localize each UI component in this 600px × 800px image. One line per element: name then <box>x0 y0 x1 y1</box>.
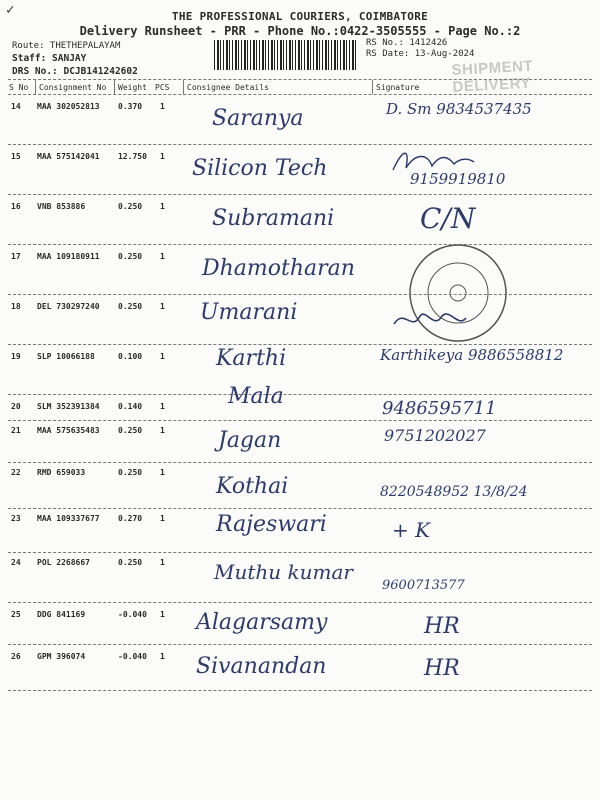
row-sno: 15 <box>11 152 21 161</box>
row-consignee: Umarani <box>200 300 298 325</box>
row-signature: 9486595711 <box>382 398 497 419</box>
table-row <box>0 296 600 346</box>
row-rule <box>8 344 592 345</box>
row-pcs: 1 <box>160 558 165 567</box>
row-consignee: Mala <box>228 384 284 409</box>
row-consignee: Silicon Tech <box>192 156 328 181</box>
row-pcs: 1 <box>160 102 165 111</box>
row-weight: 0.250 <box>118 302 143 311</box>
row-sno: 14 <box>11 102 21 111</box>
row-rule <box>8 394 592 395</box>
row-weight: 12.750 <box>118 152 147 161</box>
rs-date: RS Date: 13-Aug-2024 <box>366 49 475 59</box>
row-consignment: MAA 575635483 <box>37 426 100 435</box>
row-weight: -0.040 <box>118 610 147 619</box>
row-signature: 9600713577 <box>382 578 465 593</box>
row-consignment: RMD 659033 <box>37 468 86 477</box>
table-row <box>0 246 600 296</box>
row-consignment: MAA 302052813 <box>37 102 100 111</box>
row-weight: 0.250 <box>118 202 143 211</box>
column-divider <box>114 80 115 94</box>
row-pcs: 1 <box>160 202 165 211</box>
column-header-sno: S No <box>9 83 29 92</box>
row-sno: 25 <box>11 610 21 619</box>
column-divider <box>183 80 184 94</box>
row-consignment: SLM 352391384 <box>37 402 100 411</box>
handwritten-tick-mark: ✓ <box>6 2 15 18</box>
row-signature: HR <box>424 614 460 639</box>
column-header-consignment: Consignment No <box>39 83 107 92</box>
table-row <box>0 96 600 146</box>
row-consignment: DEL 730297240 <box>37 302 100 311</box>
row-weight: 0.250 <box>118 558 143 567</box>
row-signature: Karthikeya 9886558812 <box>380 346 564 364</box>
row-pcs: 1 <box>160 426 165 435</box>
row-sno: 20 <box>11 402 21 411</box>
row-pcs: 1 <box>160 610 165 619</box>
row-weight: 0.100 <box>118 352 143 361</box>
column-divider <box>35 80 36 94</box>
route-label: Route: THETHEPALAYAM <box>12 41 121 51</box>
row-rule <box>8 690 592 691</box>
row-consignee: Muthu kumar <box>214 560 353 584</box>
column-divider <box>372 80 373 94</box>
row-signature: HR <box>424 656 460 681</box>
staff-label: Staff: SANJAY <box>12 53 87 64</box>
row-consignee: Dhamotharan <box>202 256 355 281</box>
row-signature: D. Sm 9834537435 <box>386 100 532 118</box>
row-consignment: MAA 109180911 <box>37 252 100 261</box>
row-consignment: MAA 575142041 <box>37 152 100 161</box>
row-weight: 0.250 <box>118 252 143 261</box>
row-signature: 9159919810 <box>410 170 506 188</box>
signature-scribble <box>390 304 470 336</box>
row-weight: -0.040 <box>118 652 147 661</box>
row-consignment: SLP 10066188 <box>37 352 95 361</box>
row-pcs: 1 <box>160 468 165 477</box>
table-row <box>0 146 600 196</box>
row-signature: 9751202027 <box>384 426 486 445</box>
drs-number: DRS No.: DCJB141242602 <box>12 66 138 77</box>
row-pcs: 1 <box>160 302 165 311</box>
row-sno: 24 <box>11 558 21 567</box>
row-consignee: Alagarsamy <box>196 610 328 635</box>
row-rule <box>8 602 592 603</box>
column-header-pcs: PCS <box>155 83 170 92</box>
row-rule <box>8 144 592 145</box>
row-sno: 23 <box>11 514 21 523</box>
row-pcs: 1 <box>160 152 165 161</box>
row-consignment: GPM 396074 <box>37 652 86 661</box>
row-pcs: 1 <box>160 402 165 411</box>
rs-number: RS No.: 1412426 <box>366 38 448 48</box>
table-row <box>0 346 600 396</box>
row-consignee: Saranya <box>212 106 304 131</box>
table-row <box>0 462 600 512</box>
runsheet-barcode <box>214 40 358 70</box>
company-title: THE PROFESSIONAL COURIERS, COIMBATORE <box>171 10 429 23</box>
signature-scribble <box>388 146 478 176</box>
row-consignment: VNB 853886 <box>37 202 86 211</box>
row-rule <box>8 194 592 195</box>
row-rule <box>8 294 592 295</box>
row-consignee: Subramani <box>212 206 335 231</box>
row-weight: 0.270 <box>118 514 143 523</box>
row-rule <box>8 644 592 645</box>
row-consignee: Jagan <box>218 428 282 453</box>
row-sno: 16 <box>11 202 21 211</box>
row-pcs: 1 <box>160 514 165 523</box>
column-header-consignee: Consignee Details <box>187 83 269 92</box>
row-signature: 8220548952 13/8/24 <box>380 484 528 500</box>
row-consignment: DDG 841169 <box>37 610 86 619</box>
row-pcs: 1 <box>160 252 165 261</box>
row-consignee: Rajeswari <box>216 512 327 537</box>
table-header-rule <box>8 94 592 95</box>
row-weight: 0.140 <box>118 402 143 411</box>
column-header-weight: Weight <box>118 83 147 92</box>
runsheet-subtitle: Delivery Runsheet - PRR - Phone No.:0422-3505555 - Page No.:2 <box>79 24 521 38</box>
row-sno: 22 <box>11 468 21 477</box>
row-consignee: Karthi <box>216 346 287 371</box>
row-sno: 21 <box>11 426 21 435</box>
row-signature: + K <box>392 518 431 542</box>
table-row <box>0 646 600 696</box>
row-sno: 19 <box>11 352 21 361</box>
delivery-stamp-faded: SHIPMENT DELIVERY <box>451 57 534 96</box>
table-row <box>0 552 600 602</box>
row-sno: 18 <box>11 302 21 311</box>
row-pcs: 1 <box>160 652 165 661</box>
row-consignee: Sivanandan <box>196 654 327 679</box>
row-sno: 26 <box>11 652 21 661</box>
row-consignee: Kothai <box>216 474 289 499</box>
row-pcs: 1 <box>160 352 165 361</box>
table-top-rule <box>8 79 592 80</box>
row-weight: 0.250 <box>118 426 143 435</box>
row-sno: 17 <box>11 252 21 261</box>
column-header-signature: Signature <box>376 83 420 92</box>
row-signature: C/N <box>420 202 476 235</box>
table-row <box>0 508 600 558</box>
row-weight: 0.250 <box>118 468 143 477</box>
row-weight: 0.370 <box>118 102 143 111</box>
row-consignment: MAA 109337677 <box>37 514 100 523</box>
row-consignment: POL 2268667 <box>37 558 90 567</box>
